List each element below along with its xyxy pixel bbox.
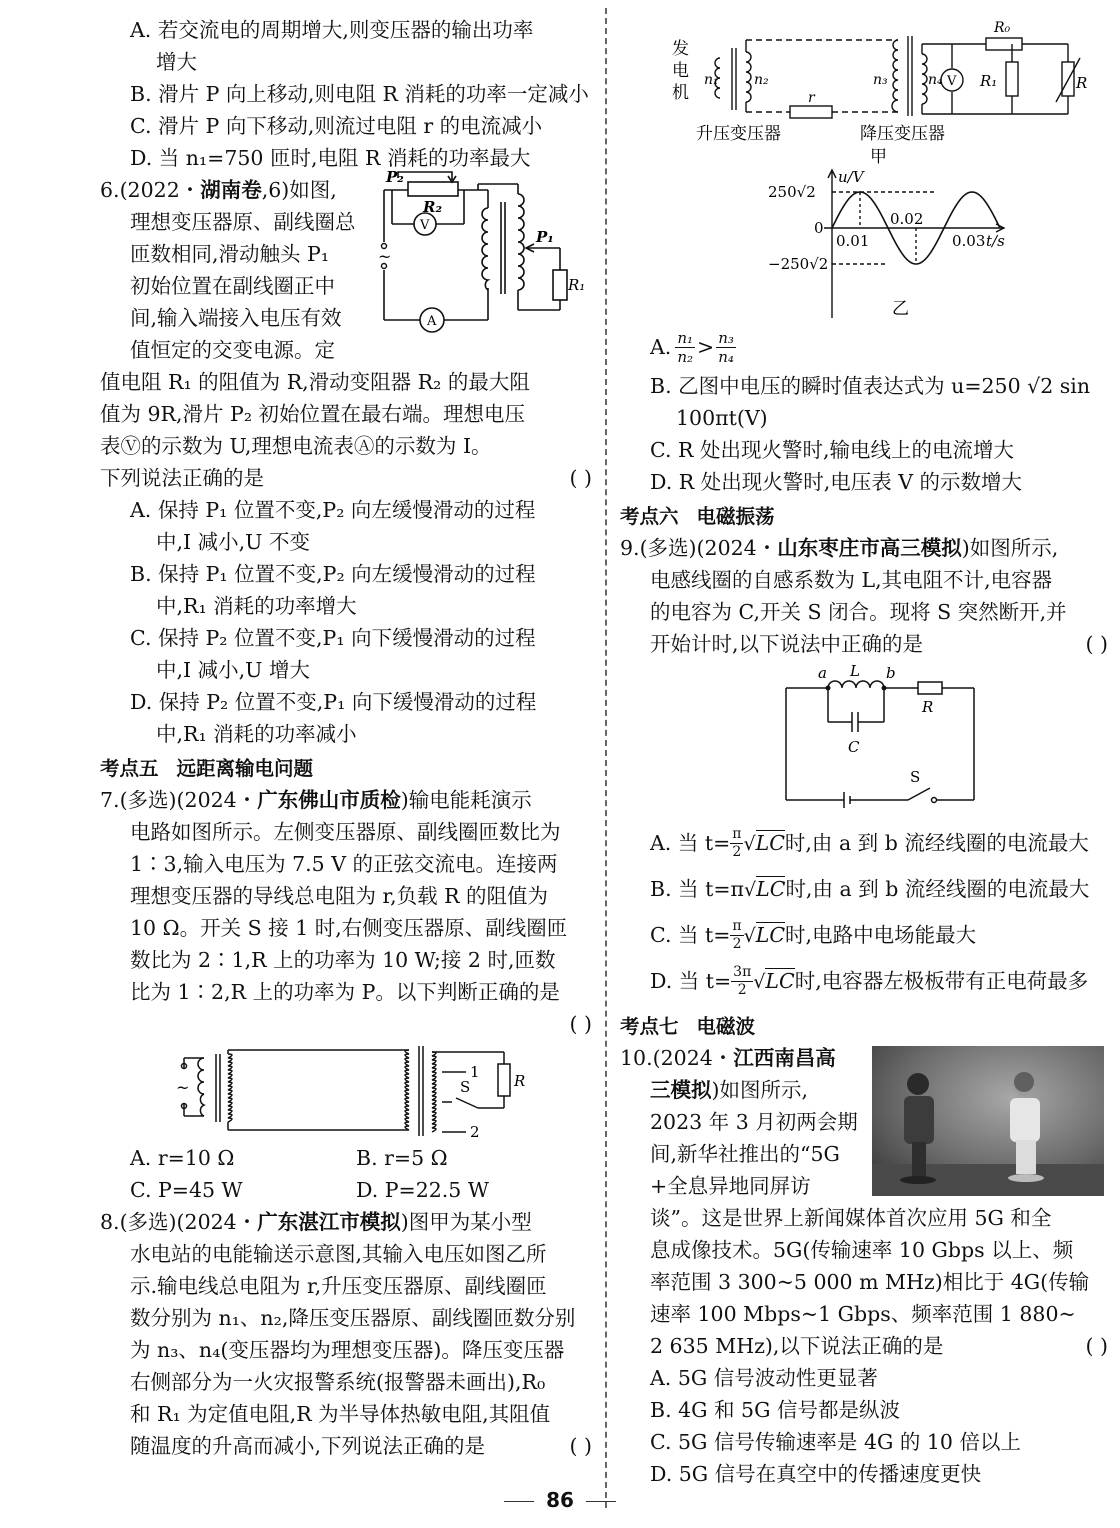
q7-ac-symbol: ~ (176, 1078, 190, 1097)
q7-option-c: C. P=45 W (130, 1178, 243, 1202)
q8-a-gt: > (697, 335, 715, 359)
q6-voltmeter: V (420, 218, 430, 233)
q7-source-open: (多选)(2024・ (119, 788, 258, 812)
q9-fraction-numerator: π (732, 917, 742, 934)
q10-source-open: (2024・ (652, 1046, 734, 1070)
q10-source-cont: 三模拟 (650, 1078, 712, 1102)
q7-terminal-1: 1 (470, 1063, 480, 1081)
q6-source: 湖南卷 (200, 178, 262, 202)
q8-source-close: )图甲为某小型 (400, 1210, 532, 1234)
yi-xlabel: t/s (986, 232, 1005, 250)
q8-a-n3: n₃ (718, 328, 734, 347)
jia-r: r (808, 90, 815, 106)
q8-figure-jia (668, 14, 1088, 167)
section-6-title: 电磁振荡 (696, 505, 775, 528)
q7-line-2: 1∶3,输入电压为 7.5 V 的正弦交流电。连接两 (130, 852, 558, 876)
q7-source-close: )输电能耗演示 (400, 788, 532, 812)
jia-generator-1: 发 (672, 39, 689, 59)
q9-option-b (620, 866, 1108, 912)
q9-options (620, 820, 1108, 1004)
q9-option-fraction (730, 826, 743, 861)
q7-terminal-2: 2 (470, 1123, 480, 1141)
q10-line-4: 速率 100 Mbps~1 Gbps、频率范围 1 880~ (650, 1302, 1076, 1326)
q8-a-n2: n₂ (677, 347, 694, 366)
q7-circuit-figure (174, 1046, 524, 1142)
q9-label-s: S (910, 768, 921, 786)
jia-generator-3: 机 (672, 83, 689, 103)
question-7 (100, 784, 592, 1206)
q9-label-r: R (922, 698, 934, 716)
q9-source: 山东枣庄市高三模拟 (777, 536, 962, 560)
jia-generator-2: 电 (672, 61, 689, 81)
section-6-heading (620, 502, 1108, 532)
q9-option-c (620, 912, 1108, 958)
q8-option-a (620, 324, 1108, 370)
q6-option-a: A. 保持 P₁ 位置不变,P₂ 向左缓慢滑动的过程 (130, 498, 536, 522)
q9-label-b: b (886, 664, 896, 682)
footer-dash-right (586, 1501, 616, 1502)
q10-option-b: B. 4G 和 5G 信号都是纵波 (650, 1398, 900, 1422)
right-column (620, 14, 1108, 1490)
q6-option-d-cont: 中,R₁ 消耗的功率减小 (156, 722, 357, 746)
section-7-label: 考点七 (620, 1015, 679, 1038)
q7-line-5: 数比为 2∶1,R 上的功率为 10 W;接 2 时,匝数 (130, 948, 556, 972)
q6-wrap-2: 匝数相同,滑动触头 P₁ (130, 242, 330, 266)
q8-a-n1: n₁ (677, 328, 694, 347)
q6-number: 6. (100, 178, 120, 202)
footer-dash-left (504, 1501, 534, 1502)
q7-line-4: 10 Ω。开关 S 接 1 时,右侧变压器原、副线圈匝 (130, 916, 568, 940)
q8-line-2: 示.输电线总电阻为 r,升压变压器原、副线圈匝 (130, 1274, 547, 1298)
q9-option-suffix: 时,由 a 到 b 流经线圈的电流最大 (785, 877, 1090, 901)
q9-option-a (620, 820, 1108, 866)
jia-n1: n₁ (704, 72, 719, 88)
q9-option-prefix: B. 当 t=π (650, 877, 745, 901)
q9-option-sqrt: √LC (753, 968, 795, 993)
question-6 (100, 168, 592, 750)
jia-step-down-label: 降压变压器 (860, 124, 945, 144)
q9-option-prefix: D. 当 t= (650, 969, 732, 993)
jia-voltmeter: V (947, 74, 957, 89)
q9-number: 9. (620, 536, 640, 560)
q9-label-c: C (848, 738, 860, 756)
q5-option-c: C. 滑片 P 向下移动,则流过电阻 r 的电流减小 (130, 114, 543, 138)
q10-source: 江西南昌高 (733, 1046, 836, 1070)
q7-option-a: A. r=10 Ω (130, 1146, 235, 1170)
q5-option-b: B. 滑片 P 向上移动,则电阻 R 消耗的功率一定减小 (130, 82, 589, 106)
q8-prompt: 随温度的升高而减小,下列说法正确的是 (130, 1434, 486, 1458)
q10-wrap-2: 2023 年 3 月初两会期 (650, 1110, 858, 1134)
q9-fraction-denominator: 2 (732, 843, 742, 860)
q7-source: 广东佛山市质检 (257, 788, 401, 812)
q6-label-r1: R₁ (568, 276, 586, 294)
section-7-heading (620, 1012, 1108, 1042)
jia-n2: n₂ (754, 72, 769, 88)
q9-label-a: a (818, 664, 827, 682)
q6-circuit-figure (368, 170, 584, 338)
q9-option-suffix: 时,由 a 到 b 流经线圈的电流最大 (784, 831, 1089, 855)
q10-line-2: 息成像技术。5G(传输速率 10 Gbps 以上、频 (650, 1238, 1074, 1262)
q7-switch-s: S (460, 1078, 471, 1096)
q8-figure-yi (768, 168, 1028, 320)
q6-answer-blank: ( ) (569, 466, 592, 490)
left-column (100, 14, 592, 1462)
q9-sqrt-radicand: LC (765, 968, 795, 993)
section-5-title: 远距离输电问题 (176, 757, 314, 780)
q8-last-line (100, 1430, 592, 1462)
q7-line-6: 比为 1∶2,R 上的功率为 P。以下判断正确的是 (130, 980, 560, 1004)
q6-option-c: C. 保持 P₂ 位置不变,P₁ 向下缓慢滑动的过程 (130, 626, 536, 650)
q9-fraction-denominator: 2 (732, 935, 742, 952)
q6-last-line (100, 462, 592, 494)
q8-number: 8. (100, 1210, 120, 1234)
q5-option-a: A. 若交流电的周期增大,则变压器的输出功率 (130, 18, 534, 42)
q9-label-l: L (850, 662, 860, 680)
q5-options (100, 14, 592, 174)
q9-fraction-numerator: 3π (733, 963, 752, 980)
q9-fraction-denominator: 2 (737, 981, 747, 998)
yi-caption: 乙 (892, 299, 909, 319)
q10-line-5 (620, 1330, 1108, 1362)
q6-prompt: 下列说法正确的是 (100, 466, 264, 490)
q9-option-sqrt: √LC (743, 830, 785, 855)
question-9 (620, 532, 1108, 1004)
q6-wrap-3: 初始位置在副线圈正中 (130, 274, 335, 298)
q8-option-b: B. 乙图中电压的瞬时值表达式为 u=250 √2 sin (650, 374, 1091, 398)
q6-source-open: (2022・ (119, 178, 201, 202)
jia-step-up-label: 升压变压器 (696, 124, 781, 144)
q9-answer-blank: ( ) (1085, 632, 1108, 656)
q10-line-3: 率范围 3 300~5 000 m MHz)相比于 4G(传输 (650, 1270, 1090, 1294)
q9-source-close: )如图所示, (961, 536, 1059, 560)
q6-full-1: 值电阻 R₁ 的阻值为 R,滑动变阻器 R₂ 的最大阻 (100, 370, 530, 394)
jia-r1: R₁ (980, 72, 998, 90)
q8-line-1: 水电站的电能输送示意图,其输入电压如图乙所 (130, 1242, 547, 1266)
q6-source-close: ,6)如图, (261, 178, 337, 202)
q7-answer-row (100, 1008, 592, 1040)
q9-sqrt-radicand: LC (756, 876, 786, 901)
q9-option-prefix: A. 当 t= (650, 831, 731, 855)
q10-option-c: C. 5G 信号传输速率是 4G 的 10 倍以上 (650, 1430, 1021, 1454)
q6-label-p2: P₂ (386, 168, 404, 186)
q9-stem-first (620, 532, 1108, 564)
q9-option-prefix: C. 当 t= (650, 923, 731, 947)
q7-options (130, 1142, 550, 1206)
jia-r0: R₀ (994, 20, 1011, 36)
q9-fraction-numerator: π (732, 825, 742, 842)
q9-line-1: 电感线圈的自感系数为 L,其电阻不计,电容器 (650, 568, 1053, 592)
q8-stem-first (100, 1206, 592, 1238)
q7-option-b: B. r=5 Ω (356, 1146, 448, 1170)
q10-option-d: D. 5G 信号在真空中的传播速度更快 (650, 1462, 982, 1486)
jia-n3: n₃ (873, 72, 888, 88)
question-8 (100, 1206, 592, 1462)
q9-option-sqrt: √LC (743, 922, 786, 947)
jia-n4: n₄ (928, 72, 943, 88)
q6-label-p1: P₁ (536, 228, 554, 246)
q6-option-c-cont: 中,I 减小,U 增大 (156, 658, 310, 682)
q6-option-b-cont: 中,R₁ 消耗的功率增大 (156, 594, 357, 618)
q7-option-d: D. P=22.5 W (356, 1178, 489, 1202)
q8-answer-blank: ( ) (569, 1434, 592, 1458)
q8-source-open: (多选)(2024・ (119, 1210, 258, 1234)
q5-option-a-cont: 增大 (156, 50, 197, 74)
column-divider (605, 8, 607, 1508)
q8-line-5: 右侧部分为一火灾报警系统(报警器未画出),R₀ (130, 1370, 546, 1394)
q9-option-fraction (731, 964, 753, 999)
yi-xtick-3: 0.03 (952, 232, 986, 250)
q8-option-b-cont: 100πt(V) (676, 406, 768, 430)
yi-ylabel: u/V (838, 168, 864, 186)
question-10 (620, 1042, 1108, 1490)
q8-a-n4: n₄ (718, 347, 734, 366)
yi-origin: 0 (814, 219, 824, 237)
q6-ac-symbol: ~ (378, 247, 392, 266)
q10-wrap-1-text: )如图所示, (711, 1078, 809, 1102)
section-7-title: 电磁波 (696, 1015, 756, 1038)
yi-xtick-2: 0.02 (890, 210, 924, 228)
q6-wrap-5: 值恒定的交变电源。定 (130, 338, 335, 362)
page-number: 86 (546, 1488, 574, 1512)
q10-line-1: 谈”。这是世界上新闻媒体首次应用 5G 和全 (650, 1206, 1052, 1230)
q9-option-fraction (730, 918, 743, 953)
q8-option-c: C. R 处出现火警时,输电线上的电流增大 (650, 438, 1014, 462)
q6-ammeter: A (427, 314, 437, 329)
q9-option-sqrt: √LC (744, 876, 786, 901)
q8-line-3: 数分别为 n₁、n₂,降压变压器原、副线圈匝数分别 (130, 1306, 576, 1330)
q6-full-3: 表Ⓥ的示数为 U,理想电流表Ⓐ的示数为 I。 (100, 434, 492, 458)
q8-source: 广东湛江市模拟 (257, 1210, 401, 1234)
section-5-label: 考点五 (100, 757, 159, 780)
yi-ytick-top: 250√2 (768, 183, 816, 201)
q8-options (620, 324, 1108, 498)
q9-sqrt-radicand: LC (755, 922, 786, 947)
yi-ytick-bottom: −250√2 (768, 255, 829, 273)
q9-line-2: 的电容为 C,开关 S 闭合。现将 S 突然断开,并 (650, 600, 1067, 624)
q8-a-prefix: A. (650, 335, 672, 359)
q10-wrap-4: +全息异地同屏访 (650, 1174, 811, 1198)
q6-full-2: 值为 9R,滑片 P₂ 初始位置在最右端。理想电压 (100, 402, 526, 426)
q9-option-suffix: 时,电容器左极板带有正电荷最多 (794, 969, 1089, 993)
q8-option-d: D. R 处出现火警时,电压表 V 的示数增大 (650, 470, 1023, 494)
q7-line-1: 电路如图所示。左侧变压器原、副线圈匝数比为 (130, 820, 561, 844)
q10-interview-photo (872, 1046, 1104, 1196)
q6-option-b: B. 保持 P₁ 位置不变,P₂ 向左缓慢滑动的过程 (130, 562, 536, 586)
q10-wrap-3: 间,新华社推出的“5G (650, 1142, 840, 1166)
q10-answer-blank: ( ) (1085, 1334, 1108, 1358)
q6-option-a-cont: 中,I 减小,U 不变 (156, 530, 310, 554)
q6-option-d: D. 保持 P₂ 位置不变,P₁ 向下缓慢滑动的过程 (130, 690, 537, 714)
q7-line-3: 理想变压器的导线总电阻为 r,负载 R 的阻值为 (130, 884, 549, 908)
jia-caption: 甲 (870, 147, 887, 167)
q6-wrap-1: 理想变压器原、副线圈总 (130, 210, 356, 234)
q7-answer-blank: ( ) (569, 1012, 592, 1036)
q7-label-r: R (514, 1072, 526, 1090)
jia-rr: R (1076, 74, 1088, 92)
q9-lc-circuit-figure (780, 664, 980, 812)
q10-option-a: A. 5G 信号波动性更显著 (650, 1366, 878, 1390)
q6-stem-first (100, 174, 390, 206)
q5-option-d: D. 当 n₁=750 匝时,电阻 R 消耗的功率最大 (130, 146, 531, 170)
q10-prompt: 2 635 MHz),以下说法正确的是 (650, 1334, 944, 1358)
q6-label-r2: R₂ (423, 198, 443, 216)
q9-last-line (620, 628, 1108, 660)
yi-xtick-1: 0.01 (836, 232, 870, 250)
section-6-label: 考点六 (620, 505, 679, 528)
q8-line-4: 为 n₃、n₄(变压器均为理想变压器)。降压变压器 (130, 1338, 565, 1362)
q9-prompt: 开始计时,以下说法中正确的是 (650, 632, 924, 656)
q7-number: 7. (100, 788, 120, 812)
q9-option-d (620, 958, 1108, 1004)
page-number-footer (0, 1488, 1120, 1512)
q8-a-frac-left (675, 329, 695, 366)
q6-wrap-4: 间,输入端接入电压有效 (130, 306, 342, 330)
q7-stem-first (100, 784, 592, 816)
q9-source-open: (多选)(2024・ (639, 536, 778, 560)
q10-number: 10. (620, 1046, 653, 1070)
q8-a-frac-right (716, 329, 736, 366)
q8-line-6: 和 R₁ 为定值电阻,R 为半导体热敏电阻,其阻值 (130, 1402, 551, 1426)
q9-sqrt-radicand: LC (755, 830, 785, 855)
q9-option-suffix: 时,电路中电场能最大 (785, 923, 977, 947)
section-5-heading (100, 754, 592, 784)
